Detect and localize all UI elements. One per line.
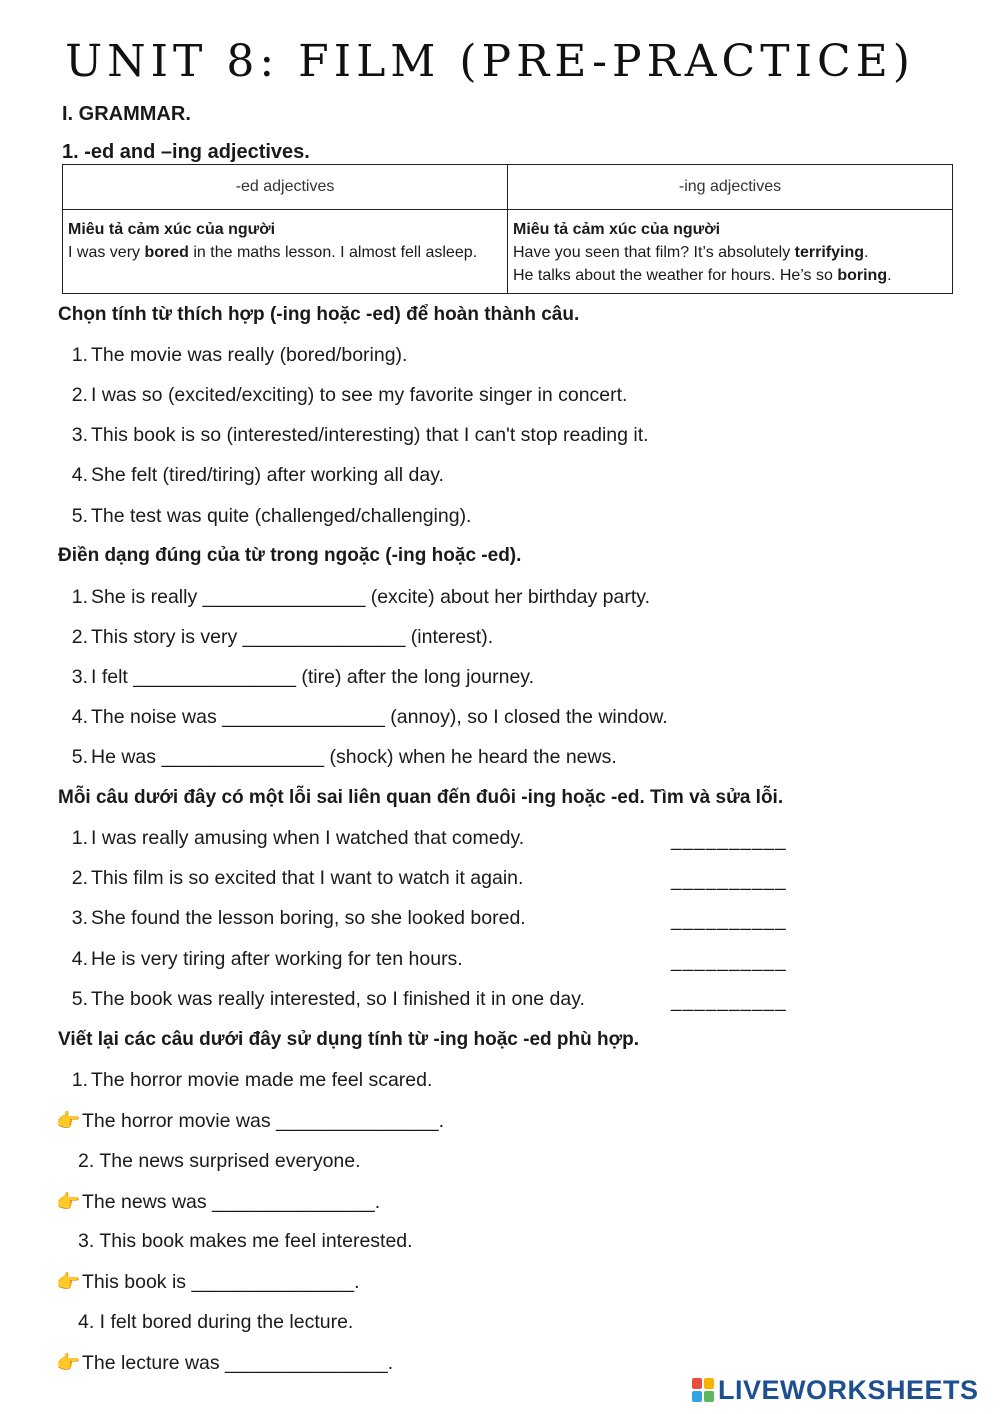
exercise3-instruction: Mỗi câu dưới đây có một lỗi sai liên quan đến đuôi -ing hoặc -ed. Tìm và sửa lỗi.: [58, 787, 784, 808]
answer-text[interactable]: The lecture was _______________.: [82, 1352, 394, 1374]
exercise1-instruction: Chọn tính từ thích hợp (-ing hoặc -ed) để hoàn thành câu.: [58, 304, 580, 325]
list-item: 2. This story is very _______________ (interest).: [71, 626, 494, 648]
exercise2-instruction: Điền dạng đúng của từ trong ngoặc (-ing hoặc -ed).: [58, 545, 522, 566]
list-item: 2. The news surprised everyone.: [78, 1150, 361, 1172]
list-item: 4. She felt (tired/tiring) after working all day.: [71, 464, 444, 486]
adjective-table: [62, 164, 953, 294]
pointing-hand-icon: 👉: [56, 1352, 81, 1374]
list-item: 1. I was really amusing when I watched that comedy.: [71, 827, 525, 849]
list-item: 3. This book makes me feel interested.: [78, 1230, 413, 1252]
example-keyword: boring: [837, 267, 888, 284]
list-item: 4. The noise was _______________ (annoy), so I closed the window.: [71, 706, 668, 728]
list-item: 1. The horror movie made me feel scared.: [71, 1069, 433, 1091]
table-header-ing: -ing adjectives: [508, 165, 953, 210]
pointing-hand-icon: 👉: [56, 1191, 81, 1213]
pointing-hand-icon: 👉: [56, 1271, 81, 1293]
answer-text[interactable]: This book is _______________.: [82, 1271, 360, 1293]
table-header-ed: -ed adjectives: [63, 165, 508, 210]
answer-blank[interactable]: __________: [671, 991, 787, 1012]
page-title: UNIT 8: FILM (PRE-PRACTICE): [65, 36, 915, 87]
list-item: 2. This film is so excited that I want to watch it again.: [71, 867, 524, 889]
answer-blank[interactable]: __________: [671, 870, 787, 891]
example-text: in the maths lesson. I almost fell asleep.: [188, 244, 478, 261]
example-text: .: [887, 267, 892, 284]
answer-line: [56, 1109, 444, 1133]
list-item: 5. The book was really interested, so I finished it in one day.: [71, 988, 585, 1010]
list-item: 5. He was _______________ (shock) when he heard the news.: [71, 746, 617, 768]
example-keyword: bored: [144, 244, 189, 261]
pointing-hand-icon: 👉: [56, 1110, 81, 1132]
table-cell-ed: [63, 210, 508, 294]
list-item: 2. I was so (excited/exciting) to see my favorite singer in concert.: [71, 384, 628, 406]
list-item: 3. She found the lesson boring, so she looked bored.: [71, 907, 526, 929]
brand-name: LIVEWORKSHEETS: [718, 1374, 979, 1405]
liveworksheets-logo[interactable]: [692, 1375, 979, 1405]
answer-blank[interactable]: __________: [671, 951, 787, 972]
list-item: 5. The test was quite (challenged/challenging).: [71, 505, 472, 527]
answer-blank[interactable]: __________: [671, 910, 787, 931]
answer-text[interactable]: The horror movie was _______________.: [82, 1110, 445, 1132]
answer-blank[interactable]: __________: [671, 830, 787, 851]
list-item: 4. He is very tiring after working for ten hours.: [71, 948, 463, 970]
exercise4-instruction: Viết lại các câu dưới đây sử dụng tính từ -ing hoặc -ed phù hợp.: [58, 1029, 639, 1050]
answer-line: [56, 1270, 360, 1294]
cell-heading: Miêu tả cảm xúc của người: [513, 221, 721, 238]
answer-line: [56, 1190, 380, 1214]
list-item: 4. I felt bored during the lecture.: [78, 1311, 354, 1333]
list-item: 3. I felt _______________ (tire) after the long journey.: [71, 666, 535, 688]
example-text: .: [863, 244, 869, 261]
list-item: 1. She is really _______________ (excite) about her birthday party.: [71, 586, 650, 608]
example-keyword: terrifying: [794, 244, 864, 261]
example-text: I was very: [68, 244, 145, 261]
list-item: 3. This book is so (interested/interesting) that I can't stop reading it.: [71, 424, 649, 446]
example-text: Have you seen that film? It’s absolutely: [513, 244, 795, 261]
section-heading-grammar: I. GRAMMAR.: [62, 103, 191, 125]
list-item: 1. The movie was really (bored/boring).: [71, 344, 408, 366]
subsection-heading: 1. -ed and –ing adjectives.: [62, 141, 310, 163]
table-cell-ing: [508, 210, 953, 294]
example-text: He talks about the weather for hours. He’s so: [513, 267, 838, 284]
answer-text[interactable]: The news was _______________.: [82, 1191, 381, 1213]
liveworksheets-icon: [692, 1378, 714, 1402]
cell-heading: Miêu tả cảm xúc của người: [68, 221, 276, 238]
answer-line: [56, 1351, 393, 1375]
